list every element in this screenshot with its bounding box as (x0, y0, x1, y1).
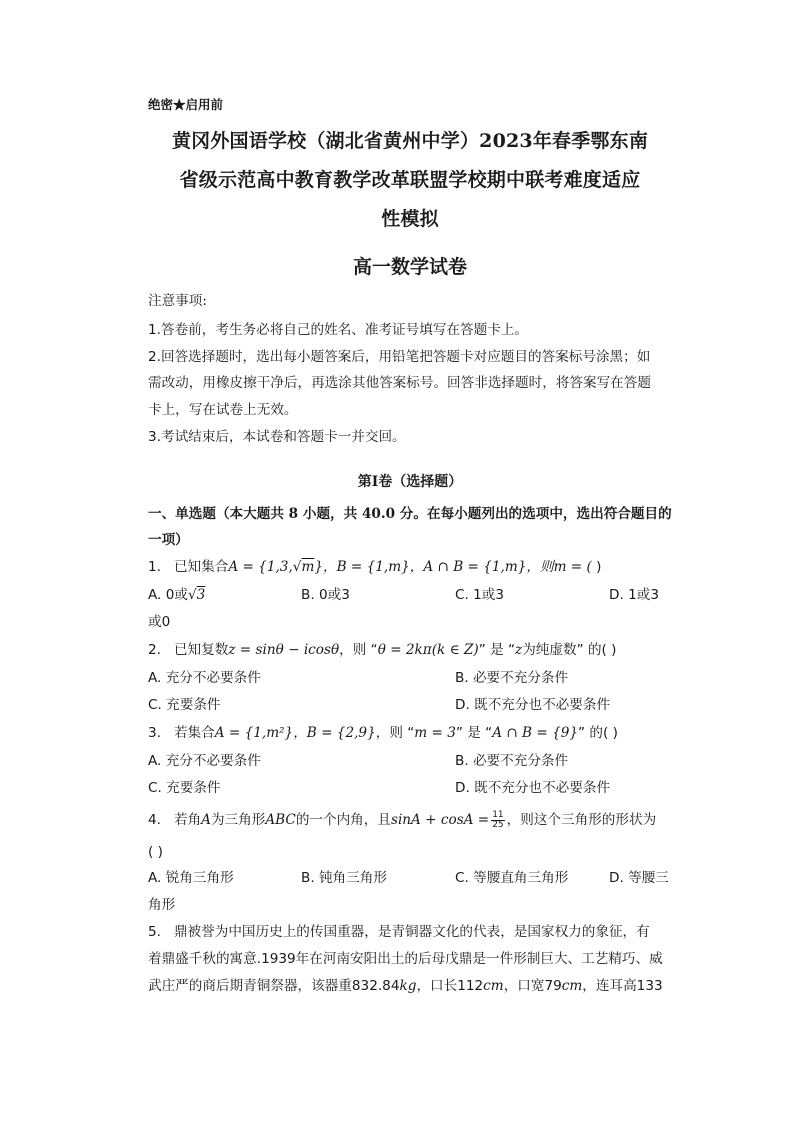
title-line-1: 黄冈外国语学校（湖北省黄州中学）2023年春季鄂东南 (171, 130, 649, 152)
q4-option-c: C. 等腰直角三角形 (455, 870, 569, 886)
q5-number: 5. (148, 924, 161, 940)
q2-text-a: 已知复数 (173, 642, 229, 658)
q2-number: 2. (148, 642, 161, 658)
notice-line-5: 3.考试结束后，本试卷和答题卡一并交回。 (148, 429, 406, 445)
notice-line-3: 需改动，用橡皮擦干净后，再选涂其他答案标号。回答非选择题时，将答案写在答题 (148, 375, 651, 391)
q1-option-a-sqrt: 3 (196, 587, 206, 603)
q1-option-a (148, 585, 205, 605)
q1-option-c: C. 1或3 (455, 587, 505, 603)
q3-option-b: B. 必要不充分条件 (455, 753, 569, 769)
question-1 (148, 557, 601, 577)
q5-line3-d: ，连耳高133 (582, 978, 663, 994)
q2-option-b: B. 必要不充分条件 (455, 670, 569, 686)
page-subtitle: 高一数学试卷 (352, 256, 467, 278)
q1-option-d: D. 1或3 (609, 587, 660, 603)
question-4 (148, 810, 656, 830)
q2-option-c: C. 充要条件 (148, 697, 221, 713)
q5-unit-kg: kg (399, 978, 417, 994)
confidential-mark: 绝密★启用前 (148, 97, 224, 112)
question-5-line-1 (148, 922, 650, 942)
q1-option-a-label: A. 0或 (148, 587, 188, 603)
q3-text-c: ” 是 “ (455, 725, 493, 741)
q4-math-a: A (201, 812, 211, 828)
q1-option-d-cont: 或0 (148, 614, 171, 630)
q2-math-c: z (515, 642, 523, 658)
q3-text-d: ” 的( ) (578, 725, 618, 741)
title-line-3: 性模拟 (381, 208, 439, 230)
q1-close: ) (591, 559, 602, 575)
q3-option-c: C. 充要条件 (148, 780, 221, 796)
question-5-line-3 (148, 976, 663, 996)
q5-line3-b: ，口长112 (416, 978, 484, 994)
q4-text-b: 为三角形 (210, 812, 266, 828)
question-2 (148, 640, 616, 660)
q4-math-b: ABC (265, 812, 296, 828)
q3-math-b: m = 3 (414, 725, 456, 741)
q1-option-a-sqrt-sign: √ (187, 587, 197, 603)
section-intro-line-2: 一项） (148, 532, 189, 548)
q4-option-b: B. 钝角三角形 (301, 870, 387, 886)
q4-number: 4. (148, 812, 161, 828)
q5-unit-cm-2: cm (561, 978, 583, 994)
q3-number: 3. (148, 725, 161, 741)
q3-option-a: A. 充分不必要条件 (148, 753, 261, 769)
q4-frac-den: 25 (492, 819, 504, 830)
title-line-2: 省级示范高中教育教学改革联盟学校期中联考难度适应 (179, 169, 641, 191)
q3-math-a: A = {1,m²}，B = {2,9} (214, 725, 376, 741)
q1-option-b: B. 0或3 (301, 587, 350, 603)
section-heading: 第Ⅰ卷（选择题） (357, 474, 463, 490)
q2-option-d: D. 既不充分也不必要条件 (455, 697, 611, 713)
q3-math-c: A ∩ B = {9} (492, 725, 579, 741)
q4-text-c: 的一个内角，且 (295, 812, 391, 828)
q5-line3-a: 武庄严的商后期青铜祭器，该器重832.84 (148, 978, 400, 994)
question-3 (148, 723, 618, 743)
notice-heading: 注意事项: (148, 293, 207, 309)
notice-line-2: 2.回答选择题时，选出每小题答案后，用铅笔把答题卡对应题目的答案标号涂黑；如 (148, 349, 651, 365)
q4-math-c: sinA + cosA = (390, 812, 490, 828)
q3-text-b: ，则 “ (375, 725, 415, 741)
notice-line-1: 1.答卷前，考生务必将自己的姓名、准考证号填写在答题卡上。 (148, 322, 528, 338)
notice-line-4: 卡上，写在试卷上无效。 (148, 402, 298, 418)
q4-option-d: D. 等腰三 (609, 870, 669, 886)
q2-math-b: θ = 2kπ(k ∈ Z) (377, 642, 479, 658)
q4-cont: ( ) (148, 844, 163, 860)
question-5-line-2: 着鼎盛千秋的寓意.1939年在河南安阳出土的后母戊鼎是一件形制巨大、工艺精巧、威 (148, 951, 663, 967)
q1-number: 1. (148, 559, 161, 575)
q1-sqrt-m: m (301, 559, 315, 575)
q1-math-b: }，B = {1,m}，A ∩ B = {1,m}，则m = ( (314, 559, 592, 575)
q2-math-a: z = sinθ − icosθ (228, 642, 340, 658)
q5-unit-cm-1: cm (483, 978, 504, 994)
q2-text-c: ” 是 “ (478, 642, 516, 658)
q1-math-a: A = {1,3, (228, 559, 293, 575)
q2-text-b: ，则 “ (339, 642, 378, 658)
q4-option-d-cont: 角形 (148, 897, 176, 913)
q1-text: 已知集合 (173, 559, 229, 575)
q1-sqrt-sign: √ (292, 559, 302, 575)
q3-option-d: D. 既不充分也不必要条件 (455, 780, 611, 796)
q5-line1: 鼎被誉为中国历史上的传国重器，是青铜器文化的代表，是国家权力的象征，有 (173, 924, 650, 940)
section-intro-line-1: 一、单选题（本大题共 8 小题，共 40.0 分。在每小题列出的选项中，选出符合题目的 (148, 506, 672, 522)
q4-text-a: 若角 (173, 812, 202, 828)
q4-text-d: ，则这个三角形的形状为 (506, 812, 657, 828)
q2-text-d: 为纯虚数” 的( ) (522, 642, 617, 658)
q5-line3-c: ，口宽79 (503, 978, 562, 994)
q4-option-a: A. 锐角三角形 (148, 870, 234, 886)
q2-option-a: A. 充分不必要条件 (148, 670, 261, 686)
q4-fraction (491, 811, 504, 830)
q4-frac-num: 11 (492, 809, 504, 820)
q3-text-a: 若集合 (173, 725, 215, 741)
